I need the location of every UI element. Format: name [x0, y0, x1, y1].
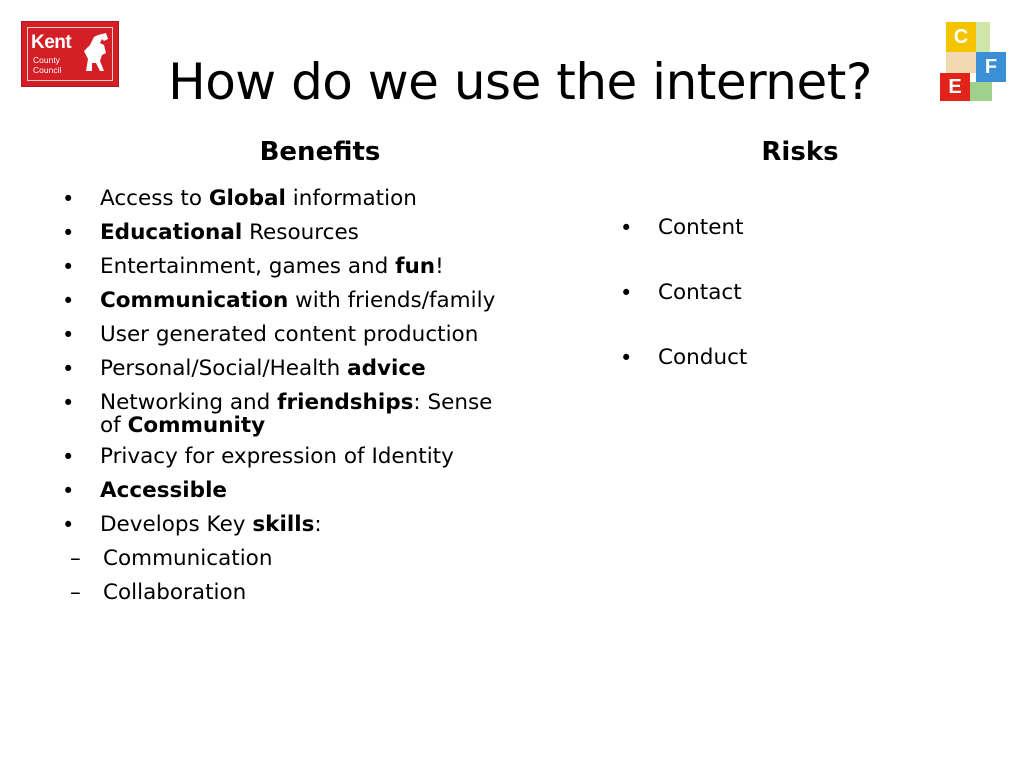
- bullet-icon: •: [62, 221, 75, 245]
- cef-logo: [940, 22, 1010, 102]
- logo-tile: [976, 22, 990, 52]
- list-item: • Educational Resources: [62, 220, 359, 245]
- list-item: • Develops Key skills: – Communication – Collaboration: [58, 512, 588, 606]
- slide-title: How do we use the internet?: [168, 53, 872, 111]
- benefits-list: [58, 186, 588, 606]
- dash-bullet-icon: –: [70, 580, 81, 605]
- sub-list-item: – Communication: [70, 546, 273, 571]
- bullet-icon: •: [620, 346, 633, 370]
- benefits-heading: Benefits: [259, 137, 381, 167]
- bullet-icon: •: [62, 391, 75, 415]
- skills-sublist: [58, 546, 588, 606]
- list-item: • Access to Global information: [62, 186, 417, 211]
- logo-council-text: Council: [33, 65, 62, 75]
- logo-e-block: E: [940, 73, 970, 101]
- list-item: • Personal/Social/Health advice: [62, 356, 426, 381]
- bullet-icon: •: [62, 445, 75, 469]
- list-item: • Communication with friends/family: [62, 288, 496, 313]
- logo-kent-text: Kent: [31, 32, 72, 53]
- list-item: • Conduct: [620, 345, 748, 370]
- risks-heading: Risks: [761, 137, 839, 167]
- risks-list: [616, 215, 916, 410]
- bullet-icon: •: [62, 479, 75, 503]
- bullet-icon: •: [620, 281, 633, 305]
- bullet-icon: •: [62, 255, 75, 279]
- list-item: • Content: [620, 215, 744, 240]
- list-item: • Privacy for expression of Identity: [62, 444, 454, 469]
- list-item: • User generated content production: [62, 322, 479, 347]
- list-item: • Accessible: [62, 478, 228, 503]
- bullet-icon: •: [62, 289, 75, 313]
- bullet-icon: •: [62, 513, 75, 537]
- bullet-icon: •: [620, 216, 633, 240]
- list-item: • Contact: [620, 280, 742, 305]
- logo-tile: [970, 82, 992, 101]
- dash-bullet-icon: –: [70, 546, 81, 571]
- sub-list-item: – Collaboration: [70, 580, 247, 605]
- logo-tile: [946, 52, 976, 73]
- bullet-icon: •: [62, 187, 75, 211]
- logo-f-block: F: [976, 52, 1006, 82]
- list-item: • Entertainment, games and fun!: [62, 254, 444, 279]
- kent-county-council-logo: [22, 22, 118, 86]
- bullet-icon: •: [62, 357, 75, 381]
- logo-county-text: County: [33, 55, 60, 65]
- bullet-icon: •: [62, 323, 75, 347]
- list-item: • Networking and friendships: Sense of Community: [62, 390, 493, 438]
- logo-c-block: C: [946, 22, 976, 52]
- white-horse-icon: [76, 31, 112, 79]
